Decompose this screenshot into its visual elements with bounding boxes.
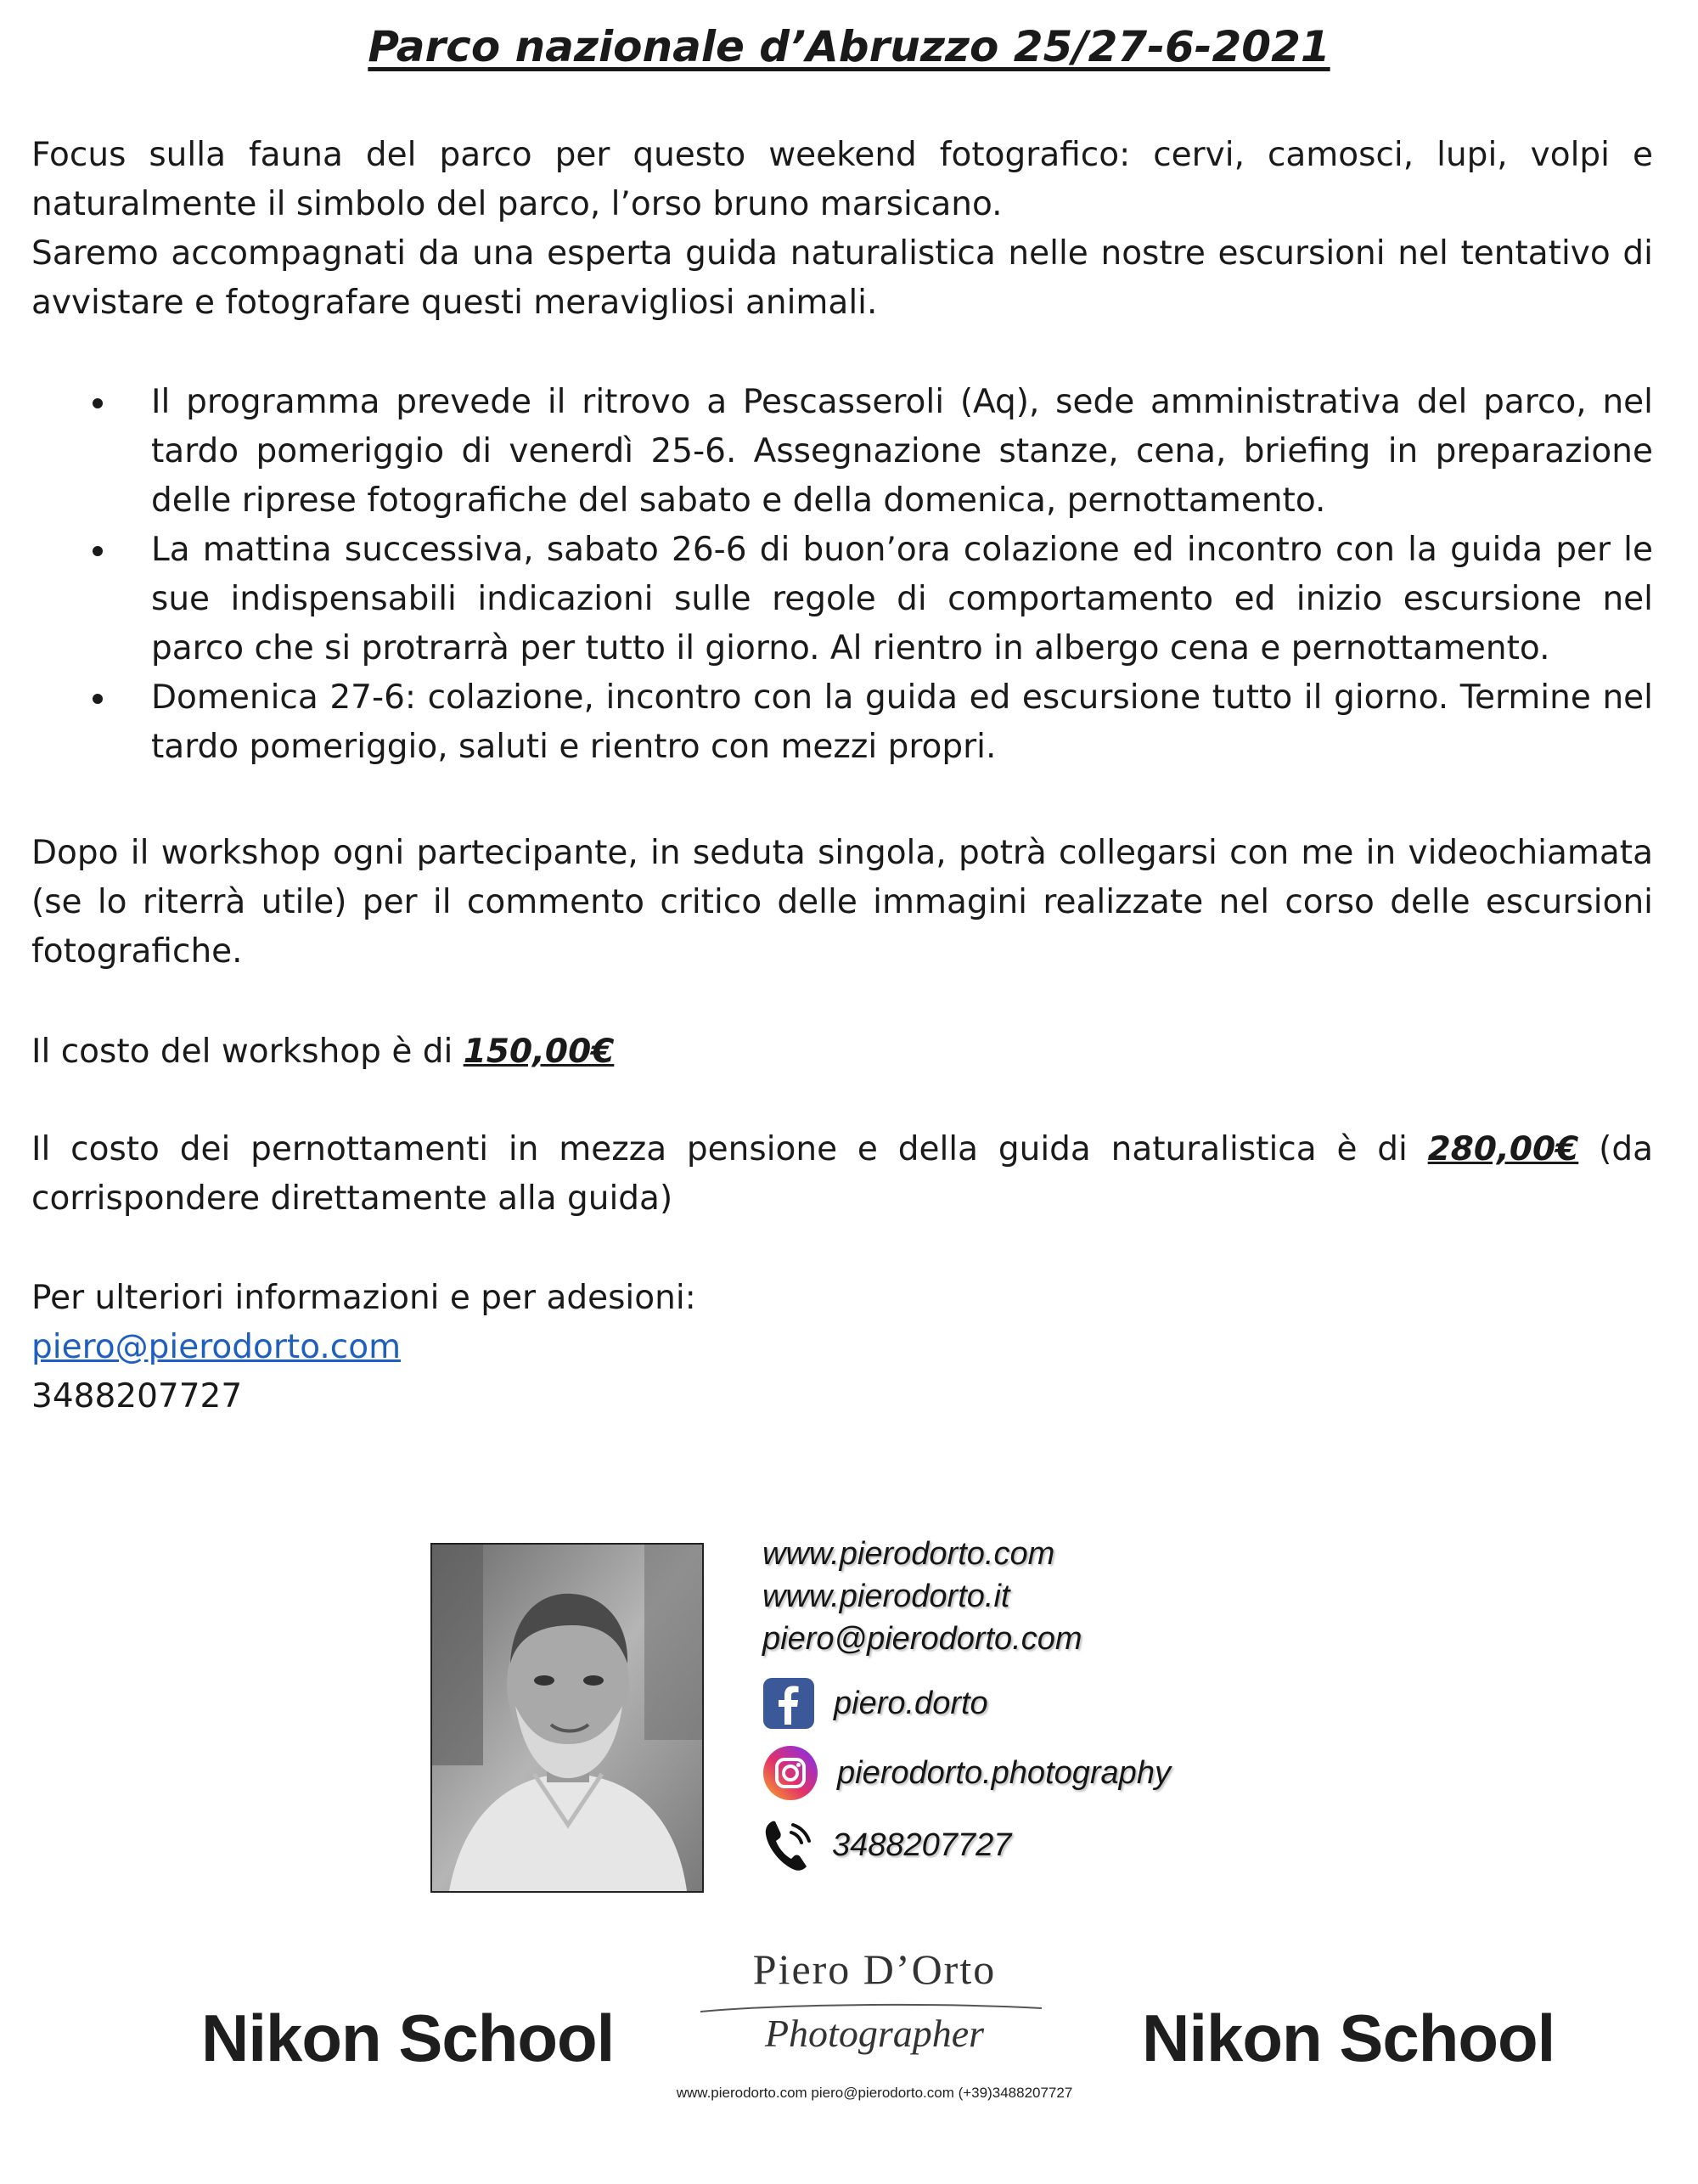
bullet-icon (93, 694, 103, 704)
workshop-price: 150,00€ (463, 1033, 615, 1071)
intro-paragraph (31, 131, 1653, 328)
website-com-link[interactable]: www.pierodorto.com (762, 1536, 1055, 1572)
portrait-icon (432, 1545, 702, 1891)
stay-price: 280,00€ (1427, 1130, 1579, 1168)
phone-row[interactable] (762, 1817, 1011, 1873)
phone-icon (762, 1817, 813, 1873)
signature-role: Photographer (764, 2012, 985, 2055)
info-label: Per ulteriori informazioni e per adesioni: (31, 1279, 696, 1317)
instagram-handle: pierodorto.photography (837, 1755, 1171, 1791)
list-item: La mattina successiva, sabato 26-6 di buon’ora colazione ed incontro con la guida per le sue indispensabili indicazioni sulle regole di comportamento ed inizio escursione nel parco che si protrarrà per tutto il giorno. Al rientro in albergo cena e pernottamento. (31, 526, 1653, 673)
signature-name: Piero D’Orto (752, 1945, 997, 1993)
intro-line-1: Focus sulla fauna del parco per questo weekend fotografico: cervi, camosci, lupi, volpi e naturalmente il simbolo del parco, l’orso bruno marsicano. (31, 136, 1653, 223)
bullet-icon (93, 398, 103, 408)
nikon-school-logo-left: Nikon School (201, 2001, 615, 2075)
list-item: Il programma prevede il ritrovo a Pescasseroli (Aq), sede amministrativa del parco, nel tardo pomeriggio di venerdì 25-6. Assegnazione stanze, cena, briefing in preparazione delle riprese fotografiche del sabato e della domenica, pernottamento. (31, 378, 1653, 526)
program-list (31, 378, 1653, 772)
intro-line-2: Saremo accompagnati da una esperta guida naturalistica nelle nostre escursioni nel tentativo di avvistare e fotografare questi meravigliosi animali. (31, 234, 1653, 322)
bullet-icon (93, 546, 103, 556)
card-phone-number: 3488207727 (832, 1827, 1012, 1863)
email-link[interactable]: piero@pierodorto.com (31, 1328, 402, 1366)
after-workshop-paragraph: Dopo il workshop ogni partecipante, in seduta singola, potrà collegarsi con me in videochiamata (se lo riterrà utile) per il commento critico delle immagini realizzate nel corso delle escursioni fotografiche. (31, 834, 1653, 971)
workshop-cost: Il costo del workshop è di 150,00€ (31, 1033, 615, 1071)
phone-number: 3488207727 (31, 1377, 243, 1416)
facebook-icon (762, 1677, 815, 1730)
stay-cost: Il costo dei pernottamenti in mezza pensione e della guida naturalistica è di 280,00€ (da corrispondere direttamente alla guida) (31, 1130, 1653, 1218)
document-title: Parco nazionale d’Abruzzo 25/27-6-2021 (368, 22, 1330, 71)
contact-info (31, 1274, 1653, 1421)
instagram-icon (762, 1745, 818, 1801)
signature-footer: www.pierodorto.com piero@pierodorto.com (+39)3488207727 (676, 2085, 1073, 2101)
facebook-handle: piero.dorto (834, 1686, 988, 1721)
instagram-row[interactable] (762, 1745, 1171, 1801)
nikon-school-logo-right: Nikon School (1142, 2001, 1555, 2075)
portrait-photo (430, 1543, 704, 1893)
card-email-link[interactable]: piero@pierodorto.com (762, 1621, 1082, 1657)
list-item: Domenica 27-6: colazione, incontro con la guida ed escursione tutto il giorno. Termine nel tardo pomeriggio, saluti e rientro con mezzi propri. (31, 673, 1653, 772)
facebook-row[interactable] (762, 1677, 988, 1730)
website-it-link[interactable]: www.pierodorto.it (762, 1579, 1010, 1614)
